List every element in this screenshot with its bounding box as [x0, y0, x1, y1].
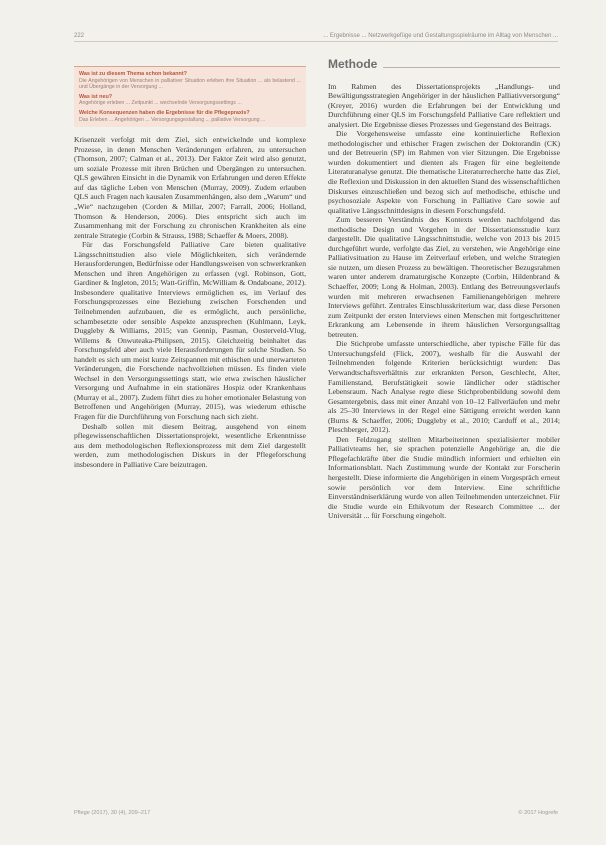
infobox-answer-3: Das Erleben ... Angehörigen ... Versorgungsgestaltung ... palliative Versorgung ...: [79, 116, 266, 123]
footer-citation: Pflege (2017), 30 (4), 209–217: [74, 810, 151, 816]
infobox-question-1: Was ist zu diesem Thema schon bekannt?: [79, 71, 187, 77]
page-number: 222: [74, 33, 85, 39]
summary-infobox: [74, 66, 306, 127]
body-paragraph: Deshalb sollen mit diesem Beitrag, ausgehend von einem pflegewissenschaftlichen Dissertationsprojekt, wesentliche Erkenntnisse aus dem methodologischen Reflexionsprozess mit dem Ziel dargestellt werden, zum methodologischen Diskurs in der Pflegeforschung insbesondere in Palliative Care beizutragen.: [74, 421, 306, 469]
section-heading: [328, 57, 560, 71]
right-column: [328, 57, 560, 521]
body-paragraph: Im Rahmen des Dissertationsprojekts „Handlungs- und Bewältigungsstrategien Angehöriger in der häuslichen Palliativversorgung“ (Kreyer, 2016) wurden die Erfahrungen bei der Entwicklung und Durchführung einer QLS im Forschungsfeld Palliative Care reflektiert und analysiert. Die Ergebnisse dieses Prozesses und Gegenstand des Beitrags.: [328, 81, 560, 129]
body-paragraph: Für das Forschungsfeld Palliative Care bieten qualitative Längsschnittstudien also viele Möglichkeiten, sich verändernde Herausforderungen, Bedürfnisse oder Handlungsweisen von schwerkranken Menschen und ihren Angehörigen zu erfassen (vgl. Robinson, Gott, Gardiner & Ingleton, 2015; Watt-Griffin, McWilliam & Ondaboane, 2012). Insbesondere qualitative Interviews ermöglichen es, im Verlauf des Forschungsprozesses eine Beziehung zwischen Forschenden und Teilnehmenden aufzubauen, die es ermöglicht, auch persönliche, schambesetzte oder sensible Aspekte anzusprechen (Kuhlmann, Leyk, Duggleby & Williams, 2015; van Gennip, Pasman, Oosterveld-Vlug, Willems & Onwuteaka-Philipsen, 2015). Gleichzeitig beinhaltet das Forschungsfeld aber auch viele Herausforderungen für solche Studien. So handelt es sich um meist kurze Zeitspannen mit ethischen und unerwarteten Veränderungen, die Forschende nachvollziehen müssen. Es finden viele Wechsel in den Versorgungssettings statt, wie etwa zwischen häuslicher Versorgung und Aufnahme in ein stationäres Hospiz oder Krankenhaus (Murray et al., 2007). Zudem führt dies zu hoher emotionaler Belastung von Betroffenen und Angehörigen (Murray, 2015), was wiederum ethische Fragen für die Durchführung von Forschung nach sich zieht.: [74, 240, 306, 422]
heading-rule: [383, 67, 560, 68]
body-paragraph: Zum besseren Verständnis des Kontexts werden nachfolgend das methodische Design und Vorgehen in der Dissertationsstudie kurz dargestellt. Die qualitative Längsschnittstudie, welche von 2013 bis 2015 durchgeführt wurde, verfolgte das Ziel, zu verstehen, wie Angehörige eine Palliativsituation zu Hause im Zeitverlauf erleben, und welche Strategien sie nutzen, um diesen Prozess zu bewältigen. Theoretischer Bezugsrahmen waren unter anderem dramaturgische Konzepte (Corbin, Hildenbrand & Schaeffer, 2009; Long & Holman, 2003). Entlang des Betreuungsverlaufs wurden mit mehreren erwachsenen Familienangehörigen mehrere Interviews geführt. Zentrales Einschlusskriterium war, dass diese Personen zum Zeitpunkt der ersten Interviews einen Menschen mit fortgeschrittener Erkrankung am Lebensende in ihrem häuslichen Versorgungsalltag betreuten.: [328, 215, 560, 339]
running-head-title: ... Ergebnisse ... Netzwerkgefüge und Gestaltungsspielräume im Alltag von Menschen ...: [323, 33, 558, 39]
infobox-answer-1: Die Angehörigen von Menschen in palliativer Situation erleben ihre Situation ... als belastend ... und Übergänge in der Versorgung ...: [79, 77, 301, 91]
infobox-answer-2: Angehörige erleben ... Zeitpunkt ... wechselnde Versorgungssettings ...: [79, 100, 242, 107]
running-head: [74, 33, 558, 42]
body-paragraph: Die Vorgehensweise umfasste eine kontinuierliche Reflexion methodologischer und ethischer Fragen zwischen der Doktorandin (CK) und der Betreuerin (SP) im Rahmen von vier Sitzungen. Die Ergebnisse wurden dokumentiert und dienten als Fragen für eine begleitende Literaturanalyse genutzt. Die thematische Literaturrecherche hatte das Ziel, die Reflexion und Diskussion in den aktuellen Stand des wissenschaftlichen Diskurses einzuschließen und bezog sich auf methodische, ethische und psychosoziale Aspekte von Forschung in Palliative Care sowie auf qualitative Längsschnittdesigns in diesem Forschungsfeld.: [328, 129, 560, 215]
footer-publisher: © 2017 Hogrefe: [518, 810, 558, 816]
section-heading-text: Methode: [328, 57, 378, 71]
page-footer: [74, 810, 558, 816]
body-paragraph: Den Feldzugang stellten Mitarbeiterinnen spezialisierter mobiler Palliativteams her, sie sprachen potenzielle Angehörige an, die die Pflegefachkräfte über die Studie mündlich informiert und erhielten ein Informationsblatt. Nach Zustimmung wurde der Kontakt zur Forscherin hergestellt. Diese informierte die Angehörigen in einem Vorgespräch erneut sowie persönlich vor dem Interview. Eine schriftliche Einverständniserklärung wurde von allen Teilnehmenden unterzeichnet. Für die Studie wurde ein Ethikvotum der Research Committee ... der Universität ... für Forschung eingeholt.: [328, 434, 560, 521]
infobox-question-3: Welche Konsequenzen haben die Ergebnisse für die Pflegepraxis?: [79, 109, 250, 116]
left-column: [74, 52, 306, 469]
body-paragraph: Krisenzeit verfolgt mit dem Ziel, sich entwickelnde und komplexe Prozesse, in denen Menschen Veränderungen erfahren, zu untersuchen (Thomson, 2007; Calman et al., 2013). Der Faktor Zeit wird also genutzt, um soziale Prozesse mit ihren Brüchen und Übergängen zu untersuchen. QLS gewähren Einsicht in die Dynamik von Erfahrungen und deren Effekte auf das tägliche Leben von Menschen (Murray, 2009). Zudem erlauben QLS auch Fragen nach kausalen Zusammenhängen, also dem „Warum“ und „Wie“ nachzugehen (Corden & Millar, 2007; Farrall, 2006; Holland, Thomson & Henderson, 2006). Dies entspricht sich auch im Zusammenhang mit der Forschung zu chronischen Krankheiten als eine zentrale Strategie (Corbin & Strauss, 1988; Schaeffer & Moers, 2008).: [74, 135, 306, 240]
body-paragraph: Die Stichprobe umfasste unterschiedliche, aber typische Fälle für das Untersuchungsfeld (Flick, 2007), weshalb für die Auswahl der Teilnehmenden folgende Kriterien berücksichtigt wurden: Das Verwandtschaftsverhältnis zur erkrankten Person, Geschlecht, Alter, Familienstand, Berufstätigkeit sowie ländlicher oder städtischer Lebensraum. Nach Analyse regte diese Stichprobenbildung sowohl dem Gesamtergebnis, dass mit einer Anzahl von 10–12 Fallverläufen und mehr als 25–30 Interviews in der Regel eine Sättigung erreicht werden kann (Burns & Schaeffer, 2006; Duggleby et al., 2010; Carduff et al., 2014; Pleschberger, 2012).: [328, 339, 560, 435]
infobox-question-2: Was ist neu?: [79, 93, 113, 100]
